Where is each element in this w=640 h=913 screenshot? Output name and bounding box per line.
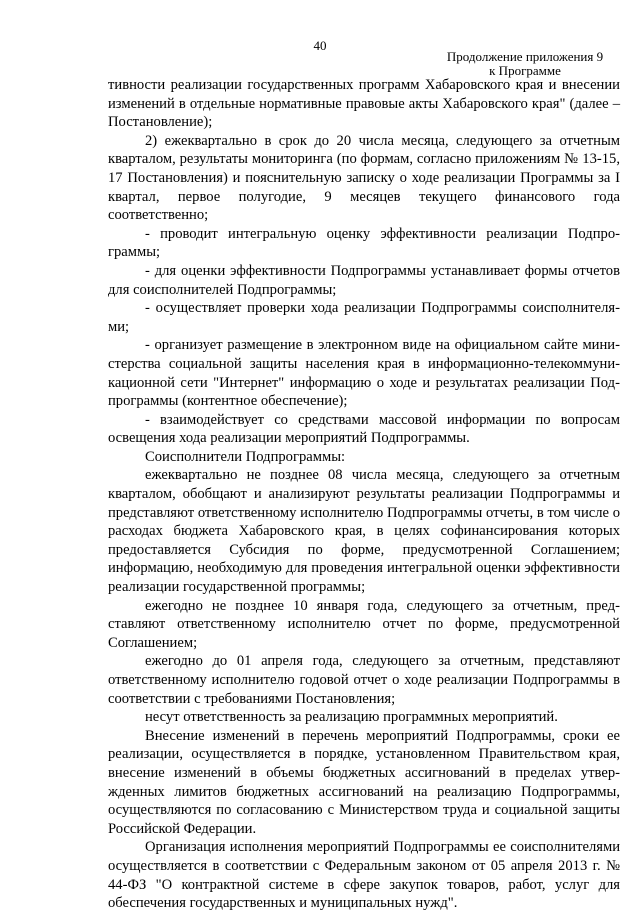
paragraph-january-report: ежегодно не позднее 10 января года, следующего за отчетным, представляют ответственному исполнителю отчет по форме, предусмотренной Соглашением; (108, 597, 620, 651)
paragraph-inspections: - осуществляет проверки хода реализации Подпрограммы соисполнителями; (108, 300, 620, 335)
paragraph-responsibility: несут ответственность за реализацию программных мероприятий. (145, 709, 558, 726)
paragraph-media-interaction: - взаимодействует со средствами массовой информации по вопросам освещения хода реализации мероприятий Подпрограммы. (108, 411, 620, 447)
paragraph-report-forms: - для оценки эффективности Подпрограммы устанавливает формы отчетов для соисполнителей Подпрограммы; (108, 262, 620, 298)
appendix-continuation-note (430, 50, 620, 77)
paragraph-quarterly-reports: ежеквартально не позднее 08 числа месяца, следующего за отчетным кварталом, обобщают и анализируют результаты реализации Подпрограммы и представляют ответственному исполнителю Подпрограммы отчеты, в том числе о расходах бюджета Хабаровского края, в целях софинансирования которых предоставляется Субсидия по форме, предусмотренной Соглашением; информацию, необходимую для проведения интегральной оценки эффективности реализации государственной программы; (108, 467, 620, 596)
document-body (108, 76, 620, 913)
paragraph-continuation: тивности реализации государственных программ Хабаровского края и внесении изменений в отдельные нормативные правовые акты Хабаровского края" (далее – Постановление); (108, 77, 620, 131)
paragraph-changes-procedure: Внесение изменений в перечень мероприятий Подпрограммы, сроки ее реализации, осуществляется в порядке, установленном Правительством края, внесение изменений в объемы бюджетных ассигнований в пределах утвержденных лимитов бюджетных ассигнований на реализацию Подпрограммы, осуществляются по согласованию с Министерством труда и социальной защиты Российской Федерации. (108, 727, 620, 837)
appendix-continuation-line: Продолжение приложения 9 (446, 49, 604, 64)
paragraph-procurement-law: Организация исполнения мероприятий Подпрограммы ее соисполнителями осуществляется в соответствии с Федеральным законом от 05 апреля 2013 г. № 44-ФЗ "О контрактной системе в сфере закупок товаров, работ, услуг для обеспечения государственных и муниципальных нужд". (108, 839, 620, 912)
paragraph-co-executors-heading: Соисполнители Подпрограммы: (145, 448, 346, 465)
program-reference-line: к Программе (489, 62, 561, 78)
paragraph-website-publication: - организует размещение в электронном виде на официальном сайте министерства социальной защиты населения края в информационно-телекоммуникационной сети "Интернет" информацию о ходе и результатах реализации Подпрограммы (контентное обеспечение); (108, 337, 620, 410)
paragraph-integral-assessment: - проводит интегральную оценку эффективности реализации Подпрограммы; (108, 225, 620, 261)
page-number: 40 (313, 38, 327, 53)
paragraph-annual-report: ежегодно до 01 апреля года, следующего за отчетным, представляют ответственному исполнителю годовой отчет о ходе реализации Подпрограммы в соответствии с требованиями Постановления; (108, 653, 620, 707)
paragraph-quarterly-monitoring: 2) ежеквартально в срок до 20 числа месяца, следующего за отчетным кварталом, результаты мониторинга (по формам, согласно приложениям № 13-15, 17 Постановления) и пояснительную записку о ходе реализации Программы за I квартал, первое полугодие, 9 месяцев текущего финансового года соответственно; (108, 132, 620, 224)
